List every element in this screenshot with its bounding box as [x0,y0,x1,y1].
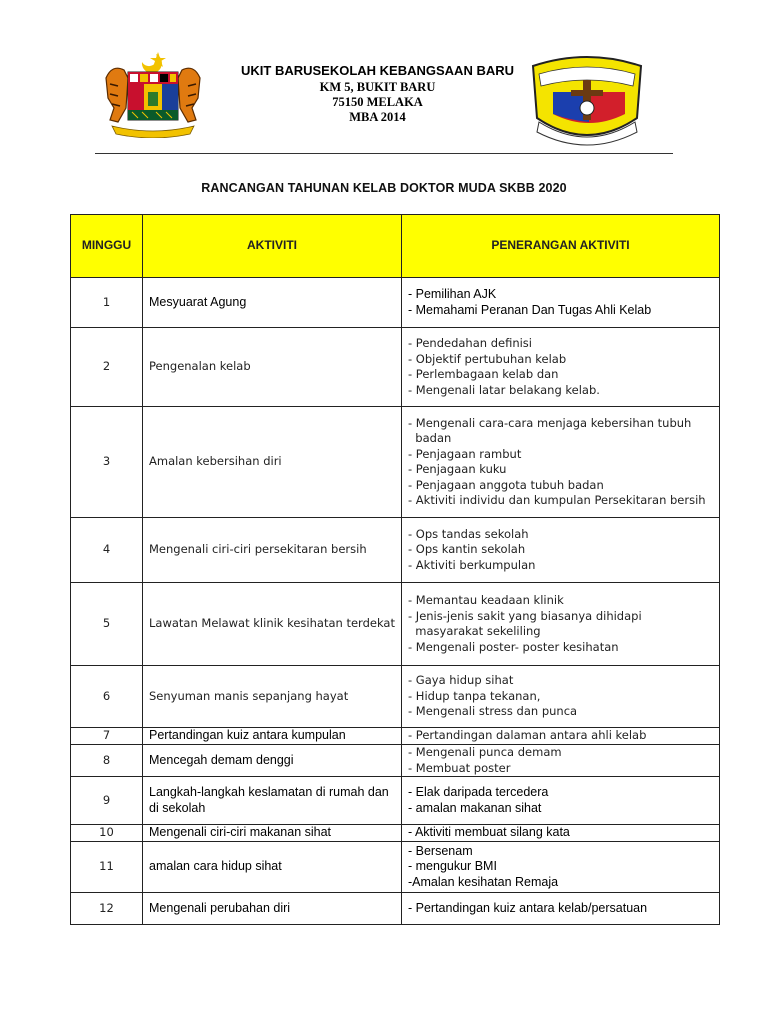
week-number: 3 [71,407,143,518]
header-divider [95,153,673,154]
activity-details: - Aktiviti membuat silang kata [402,825,720,842]
week-number: 12 [71,893,143,925]
activity-name: Mengenali ciri-ciri persekitaran bersih [143,518,402,583]
week-number: 1 [71,278,143,328]
table-row [71,666,720,728]
activity-name: Mengenali perubahan diri [143,893,402,925]
week-number: 2 [71,328,143,407]
activity-details: - Memantau keadaan klinik - Jenis-jenis sakit yang biasanya dihidapi masyarakat sekeliling - Mengenali poster- poster kesihatan [402,583,720,666]
week-number: 7 [71,728,143,745]
letterhead [0,0,768,160]
week-number: 6 [71,666,143,728]
activity-name: Amalan kebersihan diri [143,407,402,518]
table-row [71,518,720,583]
table-row [71,328,720,407]
school-name: UKIT BARUSEKOLAH KEBANGSAAN BARU [241,63,514,78]
activity-name: Mencegah demam denggi [143,745,402,777]
activity-details: - Pendedahan definisi - Objektif pertubuhan kelab - Perlembagaan kelab dan - Mengenali latar belakang kelab. [402,328,720,407]
activity-name: Pertandingan kuiz antara kumpulan [143,728,402,745]
week-number: 5 [71,583,143,666]
school-badge-logo [525,52,650,147]
activity-details: - Pertandingan kuiz antara kelab/persatuan [402,893,720,925]
activity-details: - Gaya hidup sihat - Hidup tanpa tekanan, - Mengenali stress dan punca [402,666,720,728]
activity-details: - Pemilihan AJK - Memahami Peranan Dan Tugas Ahli Kelab [402,278,720,328]
week-number: 10 [71,825,143,842]
header-penerangan: PENERANGAN AKTIVITI [402,215,720,278]
address-line-1: KM 5, BUKIT BARU [319,80,436,94]
week-number: 11 [71,842,143,893]
table-row [71,777,720,825]
activity-details: - Pertandingan dalaman antara ahli kelab [402,728,720,745]
table-header-row [71,215,720,278]
annual-plan-table [70,214,720,925]
header-minggu: MINGGU [71,215,143,278]
activity-details: - Mengenali cara-cara menjaga kebersihan tubuh badan - Penjagaan rambut - Penjagaan kuku - Penjagaan anggota tubuh badan - Aktiviti individu dan kumpulan Persekitaran bersih [402,407,720,518]
coat-of-arms-logo [98,48,208,138]
activity-name: Langkah-langkah keslamatan di rumah dan di sekolah [143,777,402,825]
activity-name: Mengenali ciri-ciri makanan sihat [143,825,402,842]
table-row [71,893,720,925]
activity-name: Senyuman manis sepanjang hayat [143,666,402,728]
table-row [71,825,720,842]
activity-details: - Elak daripada tercedera - amalan makanan sihat [402,777,720,825]
activity-details: - Ops tandas sekolah - Ops kantin sekolah - Aktiviti berkumpulan [402,518,720,583]
header-aktiviti: AKTIVITI [143,215,402,278]
document-title: RANCANGAN TAHUNAN KELAB DOKTOR MUDA SKBB 2020 [201,181,567,195]
table-row [71,583,720,666]
address-line-3: MBA 2014 [349,110,406,124]
address-line-2: 75150 MELAKA [332,95,423,109]
activity-details: - Mengenali punca demam - Membuat poster [402,745,720,777]
table-row [71,842,720,893]
activity-name: Pengenalan kelab [143,328,402,407]
table-row [71,278,720,328]
activity-name: Mesyuarat Agung [143,278,402,328]
table-row [71,745,720,777]
table-row [71,728,720,745]
table-row [71,407,720,518]
week-number: 9 [71,777,143,825]
activity-name: Lawatan Melawat klinik kesihatan terdekat [143,583,402,666]
activity-details: - Bersenam - mengukur BMI -Amalan kesihatan Remaja [402,842,720,893]
week-number: 8 [71,745,143,777]
activity-name: amalan cara hidup sihat [143,842,402,893]
week-number: 4 [71,518,143,583]
